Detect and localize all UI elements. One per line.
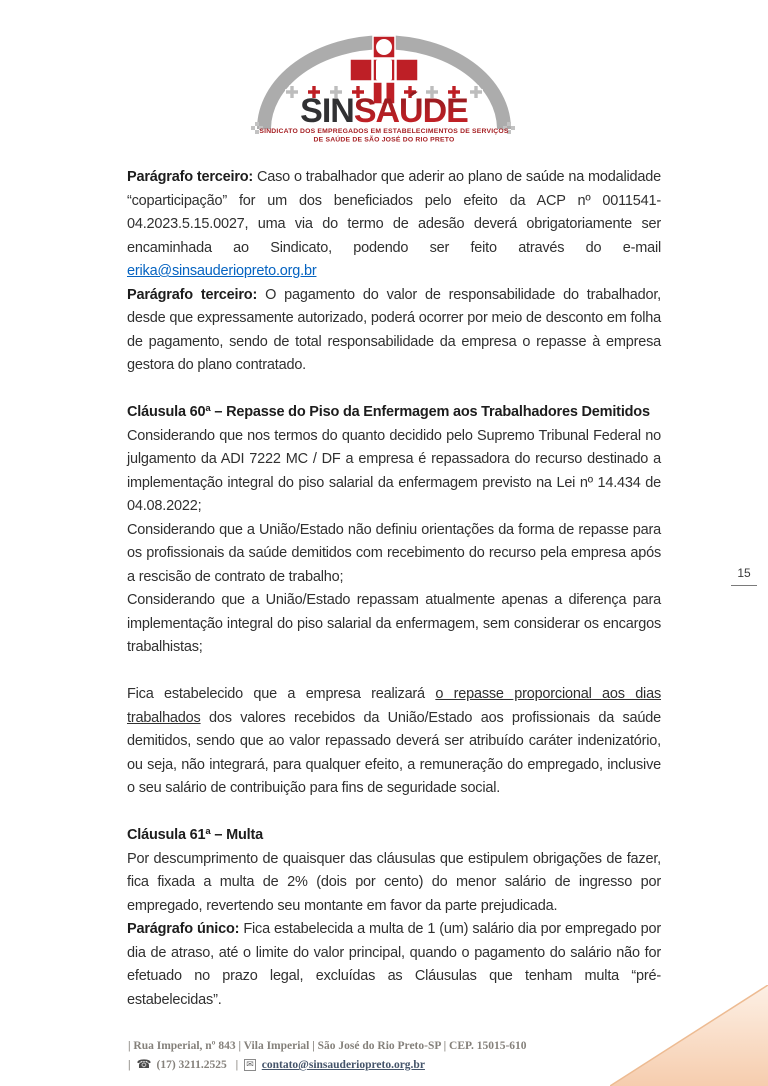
paragraph-text: Considerando que a União/Estado não definiu orientações da forma de repasse para os profissionais da saúde demitidos com recebimento do recurso pela empresa após a rescisão de contrato de trabalho; — [127, 521, 661, 585]
footer-separator: | — [235, 1059, 239, 1071]
email-link-erika[interactable]: erika@sinsauderiopreto.org.br — [127, 263, 317, 279]
paragraph-unico — [127, 918, 661, 1012]
logo-brand — [300, 92, 468, 130]
footer — [128, 1037, 527, 1074]
logo-subtitle-line2: DE SAÚDE DE SÃO JOSÉ DO RIO PRETO — [313, 136, 455, 144]
paragraph-multa — [127, 848, 661, 919]
underlined-phrase: o repasse proporcional aos dias trabalhados — [127, 686, 661, 726]
blank-line — [127, 801, 661, 825]
sinsaude-logo — [239, 30, 529, 148]
phone-icon: ☎ — [136, 1057, 152, 1071]
envelope-icon: ✉ — [246, 1060, 254, 1070]
blank-line — [127, 660, 661, 684]
paragraph-label: Parágrafo terceiro: — [127, 169, 254, 185]
page-number-underline — [731, 585, 757, 586]
paragraph-text: Considerando que nos termos do quanto decidido pelo Supremo Tribunal Federal no julgamento da ADI 7222 MC / DF a empresa é repassadora do recurso destinado a implementação integral do piso salarial da enfermagem previsto na Lei nº 14.434 de 04.08.2022; — [127, 427, 661, 514]
logo-brand-saude: SAÚDE — [353, 92, 468, 130]
paragraph-text: Fica estabelecida a multa de 1 (um) salário dia por empregado por dia de atraso, até o limite do valor principal, quando o pagamento do salário não for efetuado no prazo legal, excluídas as Cláusulas que tenham multa “pré-estabelecidas”. — [127, 921, 661, 1008]
paragraph-text: Por descumprimento de quaisquer das cláusulas que estipulem obrigações de fazer, fica fixada a multa de 2% (dois por cento) do menor salário de ingresso por empregado, revertendo seu montante em favor da parte prejudicada. — [127, 850, 661, 914]
blank-line — [127, 378, 661, 402]
logo-graphic — [239, 30, 529, 148]
paragraph-text: Caso o trabalhador que aderir ao plano de saúde na modalidade “coparticipação” for um dos beneficiados pelo efeito da ACP nº 0011541-04.2023.5.15.0027, uma via do termo de adesão deverá obrigatoriamente ser encaminhada ao Sindicato, podendo ser feito através do e-mail — [127, 169, 661, 256]
document-body — [127, 166, 661, 1012]
paragraph-text: O pagamento do valor de responsabilidade do trabalhador, desde que expressamente autorizado, poderá ocorrer por meio de desconto em folha de pagamento, sendo de total responsabilidade da empresa o repasse à empresa gestora do plano contratado. — [127, 286, 661, 373]
paragraph-terceiro-2 — [127, 284, 661, 378]
logo-brand-sin: SIN — [300, 92, 354, 130]
paragraph-label: Parágrafo terceiro: — [127, 286, 258, 303]
paragraph-considerando-1 — [127, 425, 661, 519]
footer-phone: (17) 3211.2525 — [156, 1059, 227, 1071]
footer-address-line: | Rua Imperial, nº 843 | Vila Imperial | São José do Rio Preto-SP | CEP. 15015-610 — [128, 1040, 527, 1052]
paragraph-fica-estabelecido — [127, 683, 661, 801]
logo-subtitle-line1: SINDICATO DOS EMPREGADOS EM ESTABELECIMENTOS DE SERVIÇOS — [259, 128, 509, 135]
footer-separator: | — [128, 1059, 131, 1071]
paragraph-considerando-3 — [127, 589, 661, 660]
page-number — [724, 566, 764, 586]
page-number-value: 15 — [737, 566, 751, 580]
paragraph-text: Considerando que a União/Estado repassam atualmente apenas a diferença para implementação integral do piso salarial da enfermagem, sem considerar os encargos trabalhistas; — [127, 592, 661, 655]
clause-60-heading: Cláusula 60ª – Repasse do Piso da Enfermagem aos Trabalhadores Demitidos — [127, 404, 650, 420]
paragraph-label: Parágrafo único: — [127, 921, 240, 937]
paragraph-considerando-2 — [127, 519, 661, 590]
footer-contact-line — [128, 1055, 527, 1074]
paragraph-terceiro-1 — [127, 166, 661, 284]
corner-triangle-decoration — [610, 985, 768, 1086]
footer-email-link[interactable]: contato@sinsauderiopreto.org.br — [261, 1059, 425, 1071]
paragraph-text: dos valores recebidos da União/Estado aos profissionais da saúde demitidos, sendo que ao valor repassado deverá ser atribuído caráter indenizatório, ou seja, não integrará, para qualquer efeito, a remuneração do empregado, inclusive o seu salário de contribuição para fins de seguridade social. — [127, 709, 661, 796]
paragraph-text: Fica estabelecido que a empresa realizará — [127, 686, 436, 702]
clause-61-heading: Cláusula 61ª – Multa — [127, 827, 263, 843]
